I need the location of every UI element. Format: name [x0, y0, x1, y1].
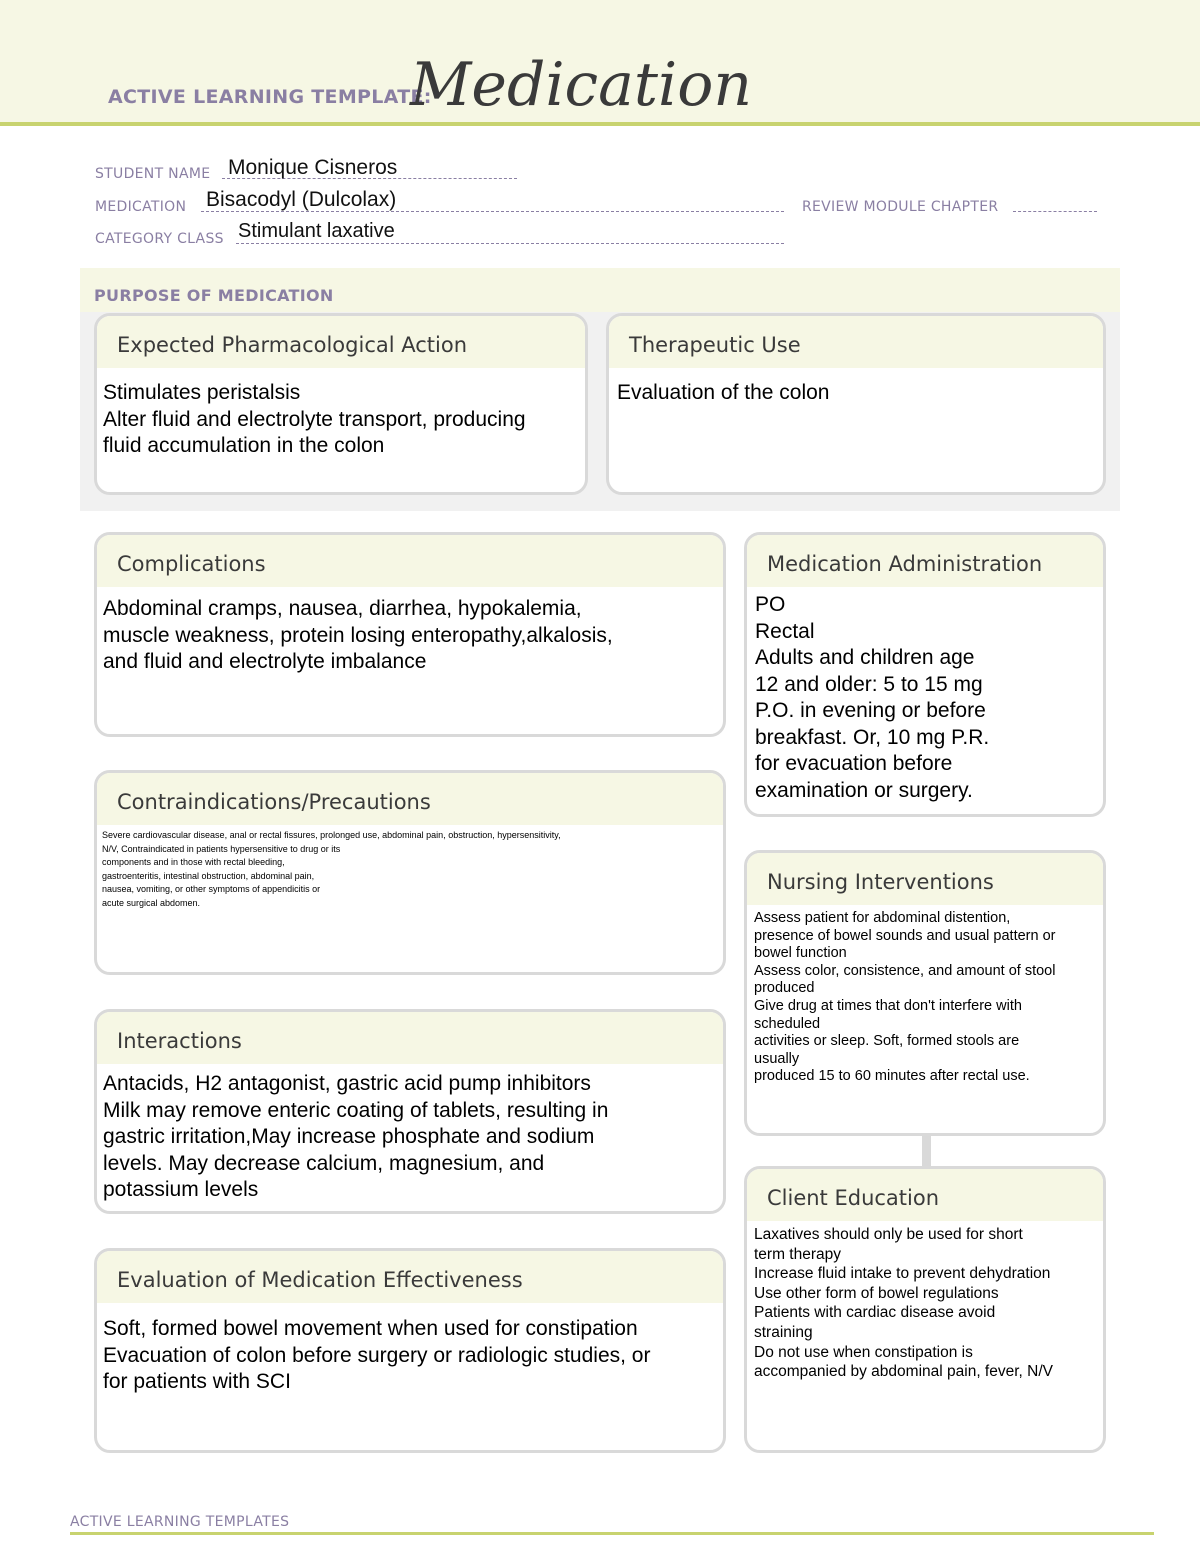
complications-title: Complications: [97, 535, 723, 587]
footer-label: ACTIVE LEARNING TEMPLATES: [70, 1514, 290, 1530]
category-class-field[interactable]: Stimulant laxative: [238, 220, 395, 242]
review-module-underline: [1013, 211, 1097, 212]
client-education-text[interactable]: Laxatives should only be used for short term therapy Increase fluid intake to prevent dehydration Use other form of bowel regulations Patients with cardiac disease avoid straining Do not use when constipation is accompanied by abdominal pain, fever, N/V: [754, 1226, 1053, 1381]
nursing-interventions-title: Nursing Interventions: [747, 853, 1103, 905]
expected-action-text[interactable]: Stimulates peristalsis Alter fluid and electrolyte transport, producing fluid accumulation in the colon: [103, 381, 526, 457]
medication-field[interactable]: Bisacodyl (Dulcolax): [206, 188, 397, 211]
contraindications-text[interactable]: Severe cardiovascular disease, anal or rectal fissures, prolonged use, abdominal pain, obstruction, hypersensitivity, N/V, Contraindicated in patients hypersensitive to drug or its components and in those with rectal bleeding, gastroenteritis, intestinal obstruction, abdominal pain, nausea, vomiting, or other symptoms of appendicitis or acute surgical abdomen.: [102, 830, 561, 908]
template-label: ACTIVE LEARNING TEMPLATE:: [108, 86, 432, 108]
contraindications-title: Contraindications/Precautions: [97, 773, 723, 825]
footer-divider: [70, 1532, 1154, 1535]
medication-administration-title: Medication Administration: [747, 535, 1103, 587]
purpose-label: PURPOSE OF MEDICATION: [94, 286, 334, 305]
card-connector: [922, 1134, 931, 1166]
contraindications-card: [94, 770, 726, 975]
client-education-title: Client Education: [747, 1169, 1103, 1221]
evaluation-card: [94, 1248, 726, 1453]
category-class-underline: [236, 243, 784, 244]
therapeutic-use-text[interactable]: Evaluation of the colon: [617, 381, 830, 404]
evaluation-title: Evaluation of Medication Effectiveness: [97, 1251, 723, 1303]
medication-label: MEDICATION: [95, 199, 187, 215]
medication-administration-text[interactable]: PO Rectal Adults and children age 12 and older: 5 to 15 mg P.O. in evening or before breakfast. Or, 10 mg P.R. for evacuation before examination or surgery.: [755, 593, 990, 802]
template-title: Medication: [410, 50, 752, 120]
category-class-label: CATEGORY CLASS: [95, 231, 224, 247]
nursing-interventions-text[interactable]: Assess patient for abdominal distention, presence of bowel sounds and usual pattern or bowel function Assess color, consistence, and amount of stool produced Give drug at times that don't interfere with scheduled activities or sleep. Soft, formed stools are usually produced 15 to 60 minutes after rectal use.: [754, 910, 1056, 1085]
expected-action-card: [94, 313, 588, 495]
header-divider: [0, 122, 1200, 126]
nursing-interventions-card: [744, 850, 1106, 1136]
interactions-card: [94, 1009, 726, 1214]
evaluation-text[interactable]: Soft, formed bowel movement when used for constipation Evacuation of colon before surgery or radiologic studies, or for patients with SCI: [103, 1317, 651, 1393]
complications-text[interactable]: Abdominal cramps, nausea, diarrhea, hypokalemia, muscle weakness, protein losing enteropathy,alkalosis, and fluid and electrolyte imbalance: [103, 597, 613, 673]
medication-administration-card: [744, 532, 1106, 817]
therapeutic-use-title: Therapeutic Use: [609, 316, 1103, 368]
expected-action-title: Expected Pharmacological Action: [97, 316, 585, 368]
therapeutic-use-card: [606, 313, 1106, 495]
student-name-label: STUDENT NAME: [95, 166, 211, 182]
complications-card: [94, 532, 726, 737]
student-name-field[interactable]: Monique Cisneros: [228, 156, 398, 179]
interactions-text[interactable]: Antacids, H2 antagonist, gastric acid pump inhibitors Milk may remove enteric coating of tablets, resulting in gastric irritation,May increase phosphate and sodium levels. May decrease calcium, magnesium, and potassium levels: [103, 1072, 609, 1201]
interactions-title: Interactions: [97, 1012, 723, 1064]
review-module-label: REVIEW MODULE CHAPTER: [802, 199, 999, 215]
client-education-card: [744, 1166, 1106, 1453]
